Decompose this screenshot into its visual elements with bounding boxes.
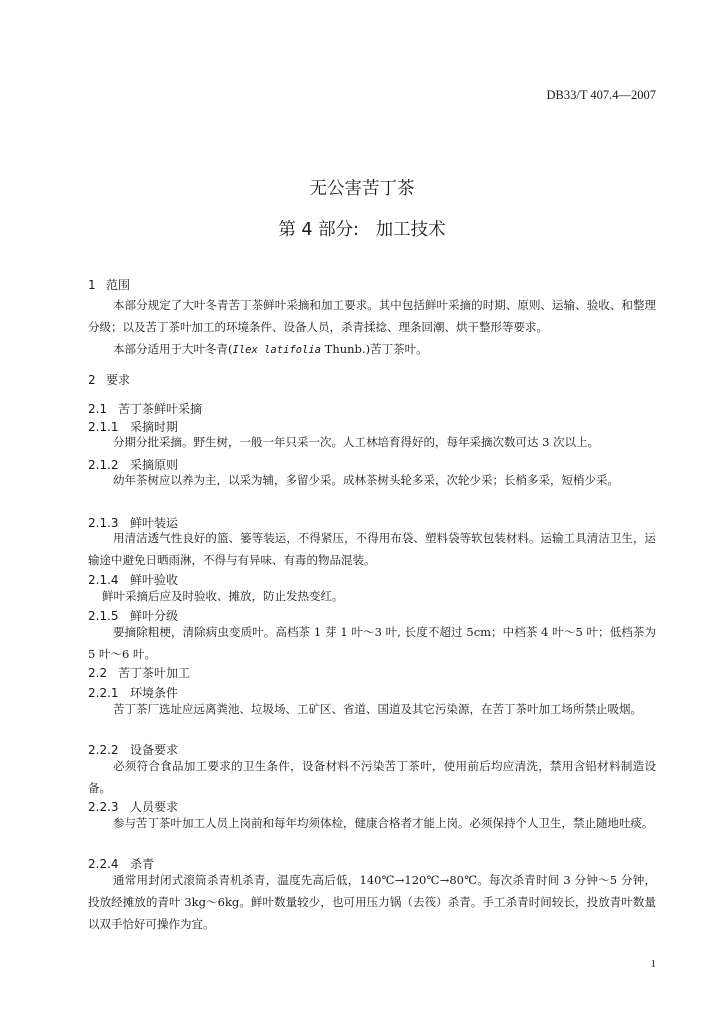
section-number: 1 (88, 278, 96, 292)
subsection-heading-2-2 (88, 664, 190, 681)
scope-paragraph: 本部分规定了大叶冬青苦丁茶鲜叶采摘和加工要求。其中包括鲜叶采摘的时期、原则、运输、验收、和整理分级；以及苦丁茶叶加工的环境条件、设备人员，杀青揉捻、理条回潮、烘干整形等要求。 (88, 298, 656, 334)
section-number: 2.2.2 (88, 743, 119, 757)
latin-name: Ilex latifolia (232, 344, 322, 356)
clause-text-2-2-4: 通常用封闭式滚筒杀青机杀青，温度先高后低，140℃→120℃→80℃。每次杀青时间 3 分钟～5 分钟，投放经摊放的青叶 3kg～6kg。鲜叶数量较少，也可用压力锅（去筏）杀青。手工杀青时间较长，投放青叶数量以双手恰好可操作为宜。 (88, 873, 656, 931)
clause-text-2-1-4: 鲜叶采摘后应及时验收、摊放，防止发热变红。 (102, 589, 344, 603)
section-title: 鲜叶装运 (130, 516, 179, 530)
section-number: 2.2 (88, 666, 108, 680)
clause-text-2-1-5: 要摘除粗梗，清除病虫变质叶。高档茶 1 芽 1 叶～3 叶, 长度不超过 5cm；中档茶 4 叶～5 叶；低档茶为 5 叶～6 叶。 (88, 625, 656, 661)
section-title: 采摘时期 (130, 420, 179, 434)
section-number: 2.1.4 (88, 573, 119, 587)
section-number: 2.2.4 (88, 857, 119, 871)
section-title: 要求 (106, 373, 131, 387)
section-number: 2.2.1 (88, 686, 119, 700)
section-title: 采摘原则 (130, 458, 179, 472)
document-subtitle: 第 4 部分: 加工技术 (278, 220, 446, 240)
section-heading-2 (88, 371, 130, 388)
clause-text-2-2-1: 苦丁茶厂选址应远离粪池、垃圾场、工矿区、省道、国道及其它污染源，在苦丁茶叶加工场所禁止吸烟。 (113, 702, 642, 716)
section-number: 2 (88, 373, 96, 387)
section-title: 杀青 (130, 857, 155, 871)
section-title: 人员要求 (130, 800, 179, 814)
clause-text-2-1-2: 幼年茶树应以养为主，以采为辅，多留少采。成林茶树头轮多采，次轮少采；长梢多采，短梢少采。 (113, 473, 619, 487)
section-heading-1 (88, 276, 130, 293)
scope-text-a: 本部分适用于大叶冬青( (113, 342, 233, 356)
scope-applicability-paragraph (88, 338, 656, 361)
section-number: 2.1.3 (88, 516, 119, 530)
clause-text-2-2-3: 参与苦丁茶叶加工人员上岗前和每年均须体检，健康合格者才能上岗。必须保持个人卫生，禁止随地吐痰。 (113, 816, 654, 830)
section-title: 鲜叶验收 (130, 573, 179, 587)
section-title: 鲜叶分级 (130, 609, 179, 623)
subsection-heading-2-1 (88, 400, 202, 417)
section-number: 2.1 (88, 402, 108, 416)
scope-text-b: Thunb.)苦丁茶叶。 (321, 342, 428, 356)
section-number: 2.1.5 (88, 609, 119, 623)
section-title: 环境条件 (130, 686, 179, 700)
section-number: 2.1.2 (88, 458, 119, 472)
section-number: 2.2.3 (88, 800, 119, 814)
page-number: 1 (650, 958, 656, 970)
clause-text-2-1-3: 用清洁透气性良好的篮、篓等装运，不得紧压，不得用布袋、塑料袋等软包装材料。运输工具清洁卫生，运输途中避免日晒雨淋，不得与有异味、有毒的物品混装。 (88, 531, 656, 567)
clause-text-2-1-1: 分期分批采摘。野生树，一般一年只采一次。人工林培育得好的，每年采摘次数可达 3 次以上。 (113, 435, 600, 449)
section-title: 苦丁茶鲜叶采摘 (118, 402, 203, 416)
section-number: 2.1.1 (88, 420, 119, 434)
section-title: 范围 (106, 278, 131, 292)
clause-text-2-2-2: 必须符合食品加工要求的卫生条件，设备材料不污染苦丁茶叶，使用前后均应清洗，禁用含铅材料制造设备。 (88, 759, 656, 795)
section-title: 苦丁茶叶加工 (118, 666, 191, 680)
section-title: 设备要求 (130, 743, 179, 757)
document-code: DB33/T 407.4—2007 (546, 88, 656, 102)
document-title: 无公害苦丁茶 (309, 179, 415, 199)
